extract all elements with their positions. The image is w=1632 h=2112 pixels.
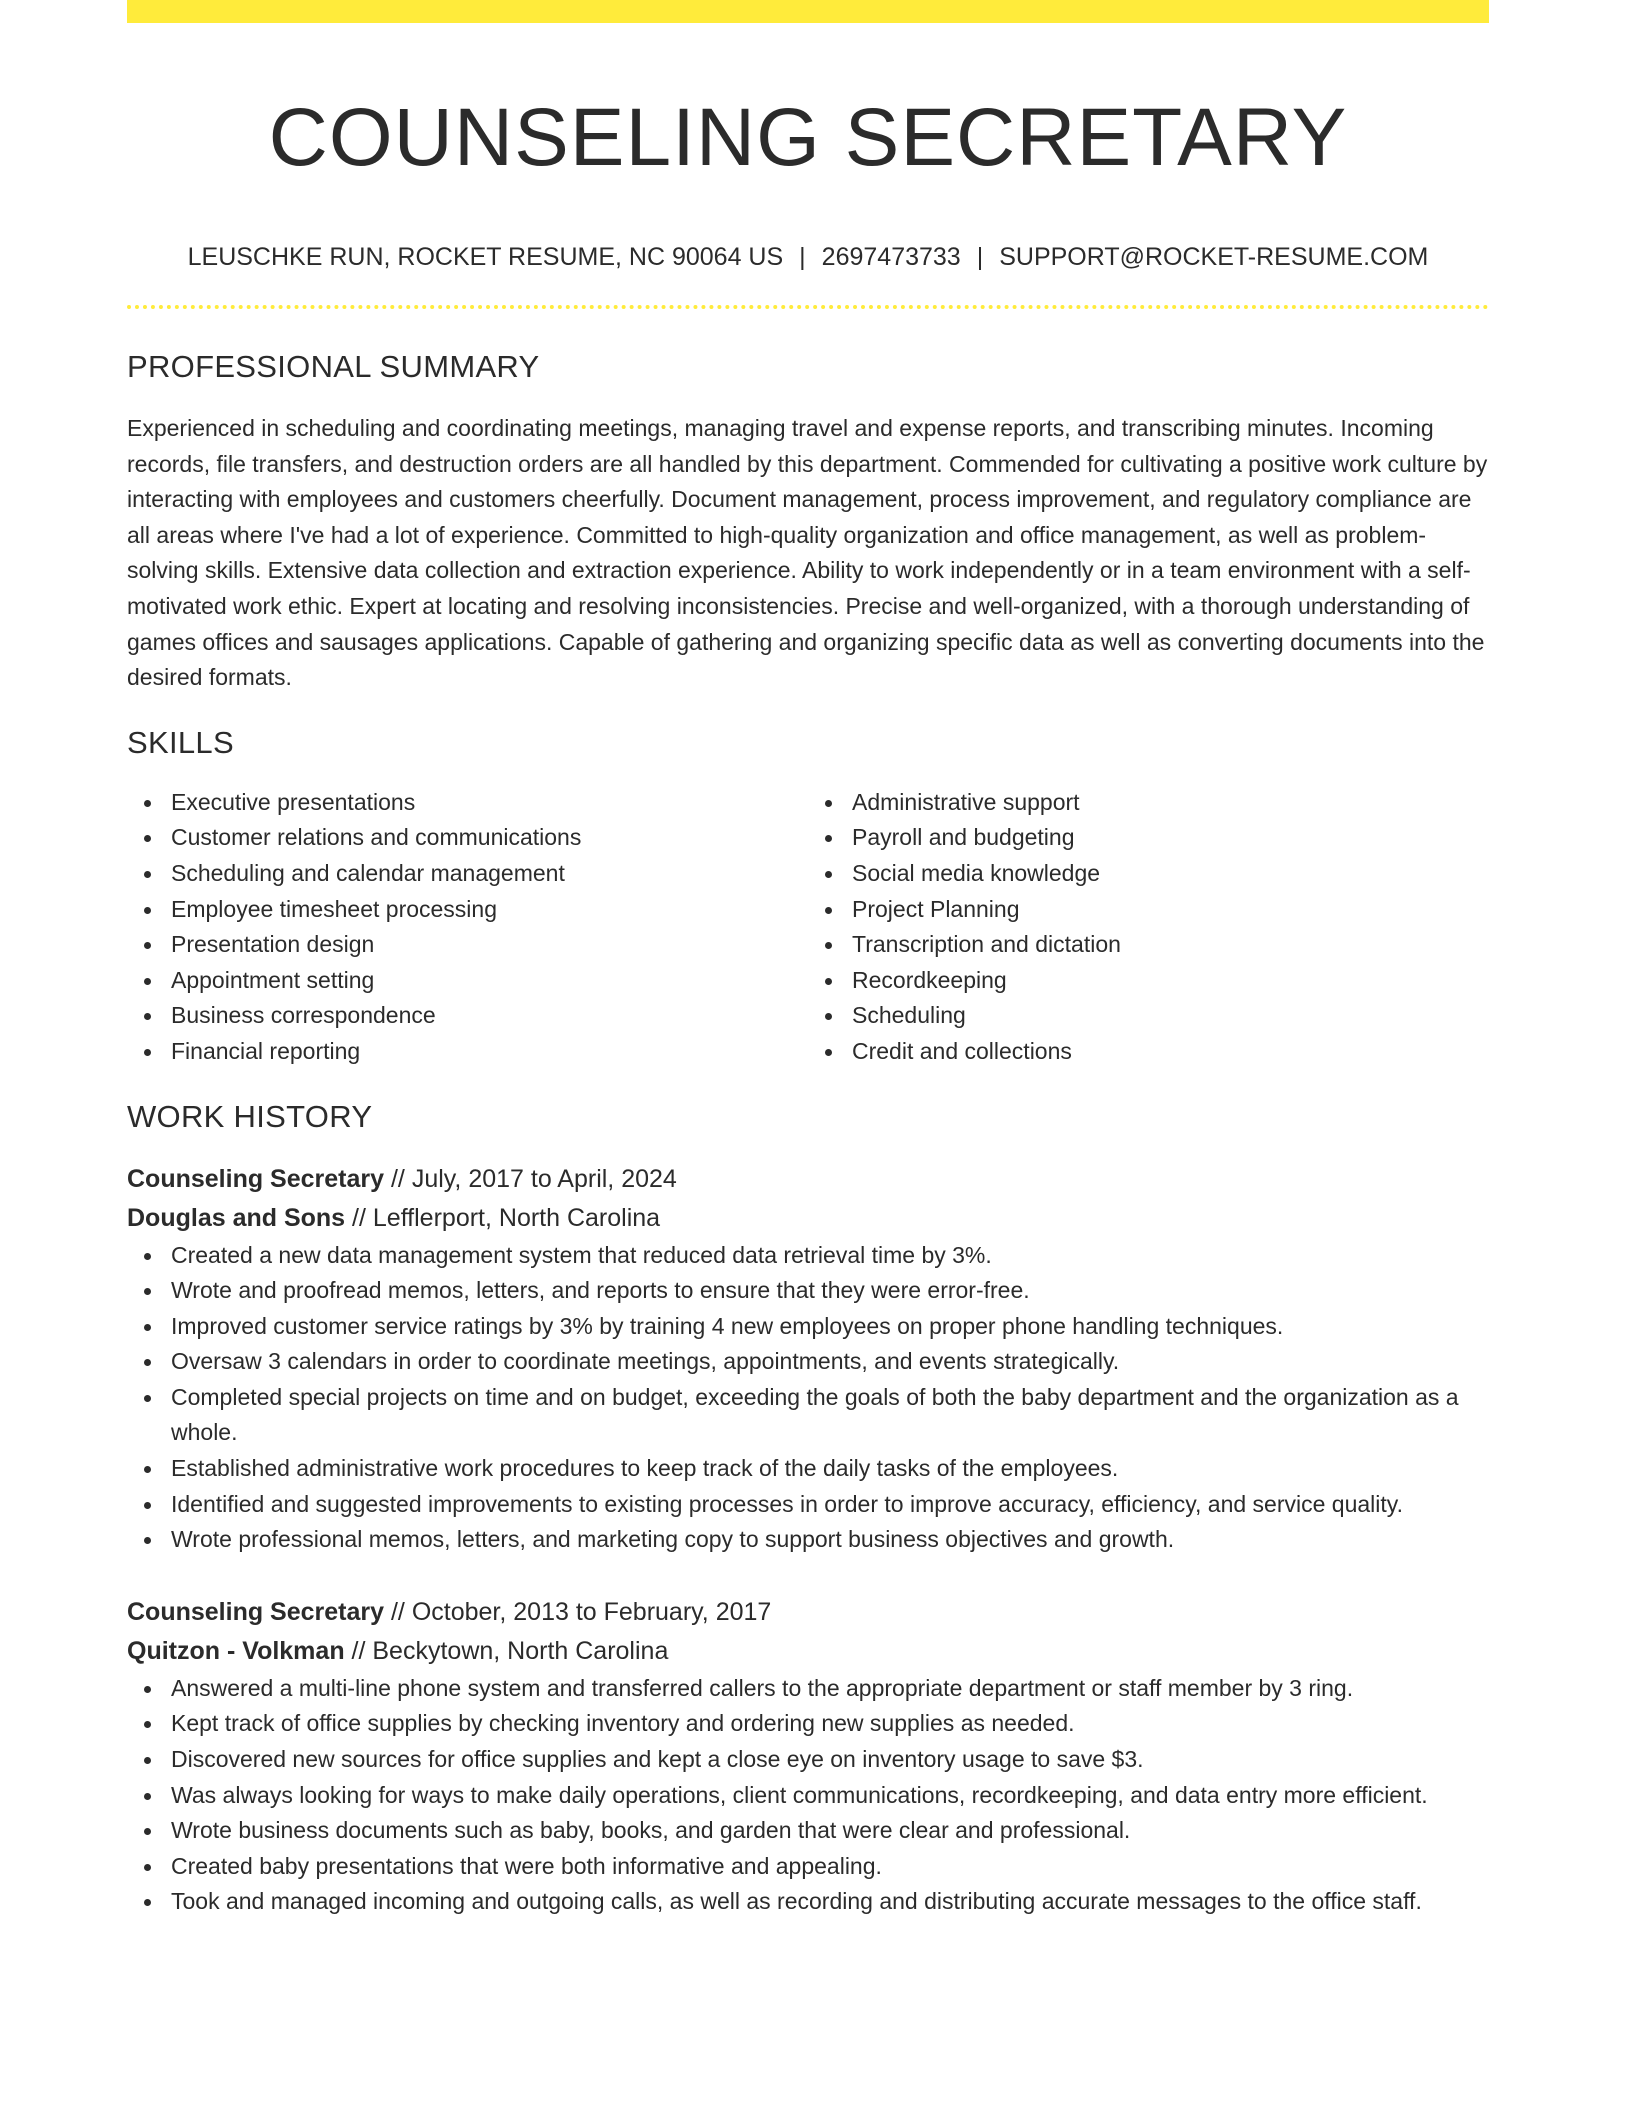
skill-item: Social media knowledge [808, 856, 1489, 892]
contact-phone: 2697473733 [821, 243, 961, 271]
skills-grid [127, 785, 1489, 1070]
job-bullet: Created baby presentations that were both informative and appealing. [127, 1849, 1489, 1885]
contact-separator: | [976, 243, 984, 271]
job-dates: // July, 2017 to April, 2024 [390, 1164, 677, 1193]
skill-item: Transcription and dictation [808, 927, 1489, 963]
skills-heading: SKILLS [127, 724, 234, 760]
job-company: Quitzon - Volkman [127, 1636, 345, 1665]
accent-bar [127, 0, 1489, 23]
summary-heading: PROFESSIONAL SUMMARY [127, 349, 540, 384]
skill-item: Financial reporting [127, 1034, 808, 1070]
contact-line [127, 241, 1489, 273]
job-bullet: Wrote professional memos, letters, and marketing copy to support business objectives and growth. [127, 1522, 1489, 1558]
job-bullet: Established administrative work procedures to keep track of the daily tasks of the employees. [127, 1451, 1489, 1487]
job-bullet: Took and managed incoming and outgoing calls, as well as recording and distributing accurate messages to the office staff. [127, 1884, 1489, 1920]
job-bullet: Created a new data management system that reduced data retrieval time by 3%. [127, 1238, 1489, 1274]
skill-item: Administrative support [808, 785, 1489, 821]
skill-item: Payroll and budgeting [808, 820, 1489, 856]
skill-item: Employee timesheet processing [127, 892, 808, 928]
job-bullet: Kept track of office supplies by checking inventory and ordering new supplies as needed. [127, 1706, 1489, 1742]
job-dates: // October, 2013 to February, 2017 [390, 1597, 772, 1626]
job-bullet: Oversaw 3 calendars in order to coordinate meetings, appointments, and events strategically. [127, 1344, 1489, 1380]
job-title-line [127, 1593, 1489, 1632]
job-bullet-list [127, 1671, 1489, 1920]
contact-email: SUPPORT@ROCKET-RESUME.COM [999, 243, 1429, 271]
skill-item: Scheduling [808, 998, 1489, 1034]
skill-item: Credit and collections [808, 1034, 1489, 1070]
job-company: Douglas and Sons [127, 1203, 346, 1232]
work-history-heading: WORK HISTORY [127, 1098, 373, 1134]
job-location: // Lefflerport, North Carolina [352, 1203, 661, 1232]
job-bullet-list [127, 1238, 1489, 1558]
skill-item: Executive presentations [127, 785, 808, 821]
job-bullet: Improved customer service ratings by 3% by training 4 new employees on proper phone handling techniques. [127, 1309, 1489, 1345]
contact-address: LEUSCHKE RUN, ROCKET RESUME, NC 90064 US [187, 243, 784, 271]
summary-text: Experienced in scheduling and coordinating meetings, managing travel and expense reports, and transcribing minutes. Incoming records, file transfers, and destruction orders are all handled by this department. Commended for cultivating a positive work culture by interacting with employees and customers cheerfully. Document management, process improvement, and regulatory compliance are all areas where I've had a lot of experience. Committed to high-quality organization and office management, as well as problem-solving skills. Extensive data collection and extraction experience. Ability to work independently or in a team environment with a self-motivated work ethic. Expert at locating and resolving inconsistencies. Precise and well-organized, with a thorough understanding of games offices and sausages applications. Capable of gathering and organizing specific data as well as converting documents into the desired formats. [127, 415, 1488, 691]
work-history-list [127, 1160, 1489, 1921]
skill-item: Project Planning [808, 892, 1489, 928]
job-position: Counseling Secretary [127, 1164, 385, 1193]
job-bullet: Completed special projects on time and on budget, exceeding the goals of both the baby department and the organization as a whole. [127, 1380, 1489, 1451]
job-company-line [127, 1632, 1489, 1671]
job-bullet: Wrote business documents such as baby, books, and garden that were clear and professional. [127, 1813, 1489, 1849]
job-entry [127, 1160, 1489, 1558]
skill-item: Presentation design [127, 927, 808, 963]
skill-item: Customer relations and communications [127, 820, 808, 856]
job-bullet: Identified and suggested improvements to existing processes in order to improve accuracy, efficiency, and service quality. [127, 1487, 1489, 1523]
header-divider [127, 305, 1489, 309]
job-bullet: Was always looking for ways to make daily operations, client communications, recordkeeping, and data entry more efficient. [127, 1778, 1489, 1814]
skill-item: Business correspondence [127, 998, 808, 1034]
skills-column-right [808, 785, 1489, 1070]
job-title-line [127, 1160, 1489, 1199]
skill-item: Recordkeeping [808, 963, 1489, 999]
job-bullet: Discovered new sources for office supplies and kept a close eye on inventory usage to save $3. [127, 1742, 1489, 1778]
candidate-name: COUNSELING SECRETARY [268, 92, 1348, 183]
skills-column-left [127, 785, 808, 1070]
resume-page [127, 0, 1489, 1920]
job-location: // Beckytown, North Carolina [351, 1636, 669, 1665]
job-bullet: Answered a multi-line phone system and transferred callers to the appropriate department or staff member by 3 ring. [127, 1671, 1489, 1707]
contact-separator: | [799, 243, 806, 271]
job-company-line [127, 1199, 1489, 1238]
job-entry [127, 1593, 1489, 1920]
job-position: Counseling Secretary [127, 1597, 385, 1626]
skill-item: Appointment setting [127, 963, 808, 999]
job-bullet: Wrote and proofread memos, letters, and reports to ensure that they were error-free. [127, 1273, 1489, 1309]
skill-item: Scheduling and calendar management [127, 856, 808, 892]
